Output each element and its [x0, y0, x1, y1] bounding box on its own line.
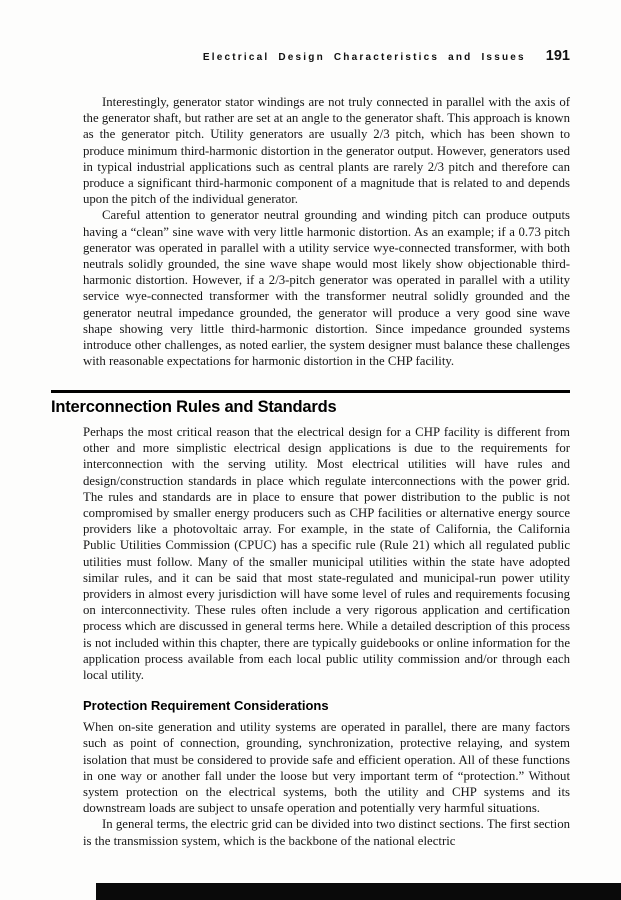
page-bottom-scan-shadow [96, 883, 621, 900]
subsection-heading: Protection Requirement Considerations [83, 698, 329, 714]
body-paragraph: Perhaps the most critical reason that the electrical design for a CHP facility is different from other and more simplistic electrical design applications is due to the requirements for interconnection with the serving utility. Most electrical utilities will have rules and design/construction standards in place which regulate interconnections with the power grid. The rules and standards are in place to ensure that power distribution to the public is not compromised by smaller energy producers such as CHP facilities or alternative energy source providers like a photovoltaic array. For example, in the state of California, the California Public Utilities Commission (CPUC) has a specific rule (Rule 21) which all regulated public utilities must follow. Many of the smaller municipal utilities within the state have adopted similar rules, and it can be said that most state-regulated and municipal-run power utility providers in almost every jurisdiction will have some level of rules and requirements focusing on interconnectivity. These rules often include a very rigorous application and certification process which are discussed in general terms here. While a detailed description of this process is not included within this chapter, there are typically guidebooks or online information for the application process available from each local public utility commission and/or through each local utility. [83, 424, 570, 682]
subsection-text-block [83, 719, 570, 849]
body-paragraph: When on-site generation and utility systems are operated in parallel, there are many factors such as point of connection, grounding, synchronization, protective relaying, and system isolation that must be considered to provide safe and efficient operation. All of these functions in one way or another fall under the loose but very important term of “protection.” Without system protection on the electrical systems, both the utility and CHP systems and its downstream loads are subject to unsafe operation and potentially very harmful situations. [83, 720, 570, 816]
running-title: Electrical Design Characteristics and Issues [202, 52, 526, 63]
page-body [51, 94, 570, 849]
section-interconnection [51, 390, 570, 848]
section-heading: Interconnection Rules and Standards [51, 397, 337, 416]
body-paragraph: Interestingly, generator stator windings are not truly connected in parallel with the axis of the generator shaft, but rather are set at an angle to the generator shaft. This approach is known as the generator pitch. Utility generators are usually 2/3 pitch, which has been shown to produce minimum third-harmonic distortion in the generator output. However, generators used in typical industrial applications such as central plants are rarely 2/3 pitch and therefore can produce a significant third-harmonic component of a magnitude that is related to and depends upon the pitch of the individual generator. [83, 95, 570, 207]
section-text-block [83, 424, 570, 683]
body-paragraph: Careful attention to generator neutral grounding and winding pitch can produce outputs having a “clean” sine wave with very little harmonic distortion. As an example; if a 0.73 pitch generator was operated in parallel with a utility service wye-connected transformer, with both neutrals solidly grounded, the sine wave shape would most likely show objectionable third-harmonic distortion. However, if a 2/3-pitch generator was operated in parallel with a utility service wye-connected transformer with the transformer neutral solidly grounded and the generator neutral impedance grounded, the generator will produce a very good sine wave shape showing very little third-harmonic distortion. Since impedance grounded systems introduce other challenges, as noted earlier, the system designer must balance these challenges with reasonable expectations for harmonic distortion in the CHP facility. [83, 208, 570, 369]
body-paragraph: In general terms, the electric grid can be divided into two distinct sections. The first section is the transmission system, which is the backbone of the national electric [83, 817, 570, 848]
section-divider-rule [51, 390, 570, 393]
page-number: 191 [545, 48, 570, 64]
running-header [51, 48, 570, 64]
intro-text-block [83, 94, 570, 369]
